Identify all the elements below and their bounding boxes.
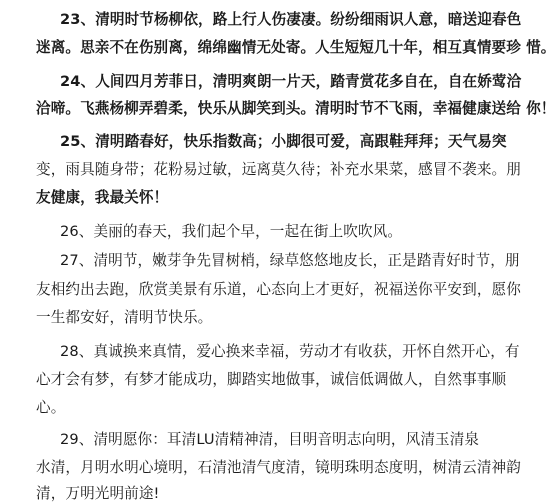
text-line: 友相约出去跑，欣赏美景有乐道，心态向上才更好，祝福送你平安到，愿你 — [36, 281, 521, 298]
text-line: 一生都安好，清明节快乐。 — [36, 309, 213, 326]
text-line-28-start: 28、真诚换来真情，爱心换来幸福，劳动才有收获，开怀自然开心，有 — [60, 343, 520, 360]
text-line-24-start: 24、人间四月芳菲日，清明爽朗一片天，踏青赏花多自在，自在娇莺洽 — [60, 73, 522, 90]
text-line-23-start: 23、清明时节杨柳依，路上行人伤凄凄。纷纷细雨识人意，暗送迎春色 — [60, 11, 522, 28]
text-line: 迷离。思亲不在伤别离，绵绵幽情无处寄。人生短短几十年，相互真情要珍 惜。 — [36, 39, 555, 56]
text-line-29-start: 29、清明愿你：耳清LU清精神清，目明音明志向明，风清玉清泉 — [60, 431, 480, 448]
text-line: 友健康，我最关怀！ — [36, 189, 169, 206]
text-line-27-start: 27、清明节，嫩芽争先冒树梢，绿草悠悠地皮长，正是踏青好时节，朋 — [60, 252, 520, 269]
text-line: 洽啼。飞燕杨柳弄碧柔，快乐从脚笑到头。清明时节不飞雨，幸福健康送给 你！ — [36, 100, 555, 117]
text-line: 变，雨具随身带；花粉易过敏，远离莫久待；补充水果菜，感冒不袭来。朋 — [36, 161, 521, 178]
text-line: 水清，月明水明心境明，石清池清气度清，镜明珠明态度明，树清云清神韵 — [36, 459, 521, 476]
text-line-26: 26、美丽的春天，我们起个早，一起在街上吹吹风。 — [60, 223, 403, 240]
text-line: 心才会有梦，有梦才能成功，脚踏实地做事，诚信低调做人，自然事事顺 — [36, 371, 507, 388]
text-line: 心。 — [36, 399, 66, 416]
text-line-25-start: 25、清明踏春好，快乐指数高；小脚很可爱，高跟鞋拜拜；天气易突 — [60, 133, 507, 150]
text-line-cut-off: 清，万明光明前途! — [36, 485, 160, 502]
